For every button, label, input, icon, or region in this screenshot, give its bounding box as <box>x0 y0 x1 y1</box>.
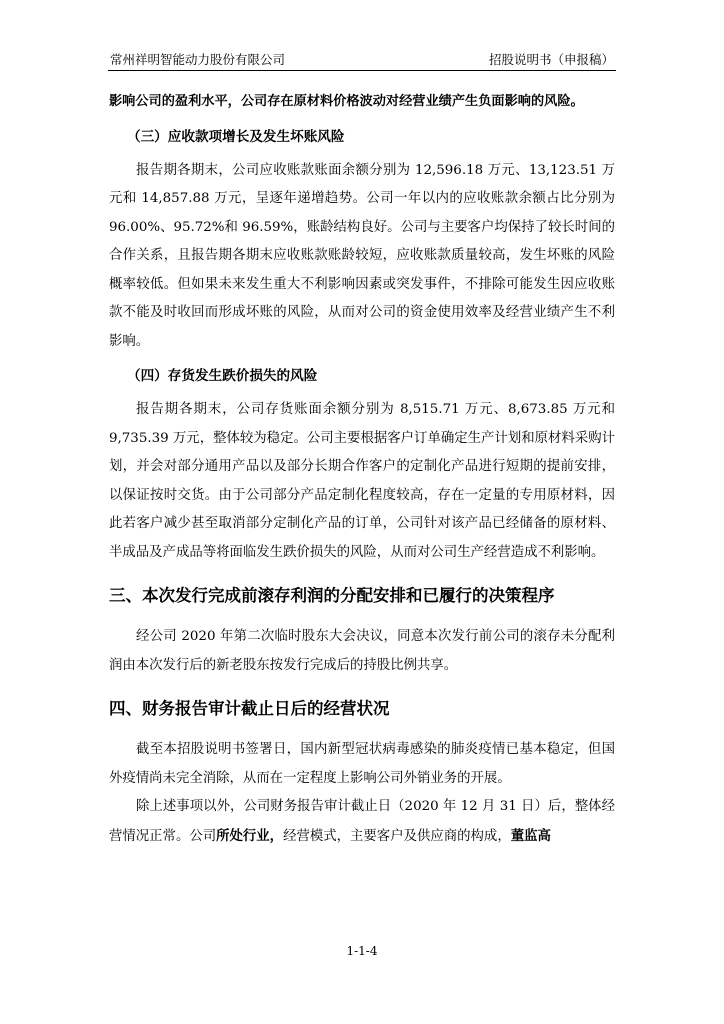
para2-bold-management: 董监高 <box>510 827 551 844</box>
page-content <box>109 88 615 851</box>
para2-text-mid: 经营模式，主要客户及供应商的构成， <box>283 828 511 844</box>
chapter-4-paragraph-2 <box>109 793 615 851</box>
para2-text-start: 除上述事项以外，公司财务报告审计截止日（2020 年 12 月 31 日）后，整体经营情况正常。公司 <box>109 799 615 844</box>
section-3-heading: （三）应收款项增长及发生坏账风险 <box>127 128 345 145</box>
chapter-3-heading: 三、本次发行完成前滚存利润的分配安排和已履行的决策程序 <box>109 586 555 605</box>
section-3-paragraph: 报告期各期末，公司应收账款账面余额分别为 12,596.18 万元、13,123.51 万元和 14,857.88 万元，呈逐年递增趋势。公司一年以内的应收账款余额占比分别为 96.00%、95.72%和 96.59%，账龄结构良好。公司与主要客户均保持了较长时间的合作关系，且报告期各期末应收账款账龄较短，应收账款质量较高，发生坏账的风险概率较低。但如果未来发生重大不利影响因素或突发事件，不排除可能发生因应收账款不能及时收回而形成坏账的风险，从而对公司的资金使用效率及经营业绩产生不利影响。 <box>109 162 615 349</box>
header-document-title: 招股说明书（申报稿） <box>488 52 614 67</box>
section-4-paragraph: 报告期各期末，公司存货账面余额分别为 8,515.71 万元、8,673.85 万元和 9,735.39 万元，整体较为稳定。公司主要根据客户订单确定生产计划和原材料采购计划，并会对部分通用产品以及部分长期合作客户的定制化产品进行短期的提前安排，以保证按时交货。由于公司部分产品定制化程度较高，存在一定量的专用原材料，因此若客户减少甚至取消部分定制化产品的订单，公司针对该产品已经储备的原材料、半成品及产成品等将面临发生跌价损失的风险，从而对公司生产经营造成不利影响。 <box>109 402 615 560</box>
chapter-4-heading: 四、财务报告审计截止日后的经营状况 <box>109 699 390 718</box>
page-header <box>108 50 616 71</box>
chapter-4-paragraph-1: 截至本招股说明书签署日，国内新型冠状病毒感染的肺炎疫情已基本稳定，但国外疫情尚未完全消除，从而在一定程度上影响公司外销业务的开展。 <box>109 742 615 786</box>
intro-paragraph: 影响公司的盈利水平，公司存在原材料价格波动对经营业绩产生负面影响的风险。 <box>109 94 584 109</box>
para2-bold-industry: 所处行业， <box>216 827 284 844</box>
chapter-3-paragraph: 经公司 2020 年第二次临时股东大会决议，同意本次发行前公司的滚存未分配利润由本次发行后的新老股东按发行完成后的持股比例共享。 <box>109 629 615 673</box>
section-4-heading: （四）存货发生跌价损失的风险 <box>127 368 318 384</box>
header-company-name: 常州祥明智能动力股份有限公司 <box>110 52 286 67</box>
page-number: 1-1-4 <box>346 944 378 958</box>
